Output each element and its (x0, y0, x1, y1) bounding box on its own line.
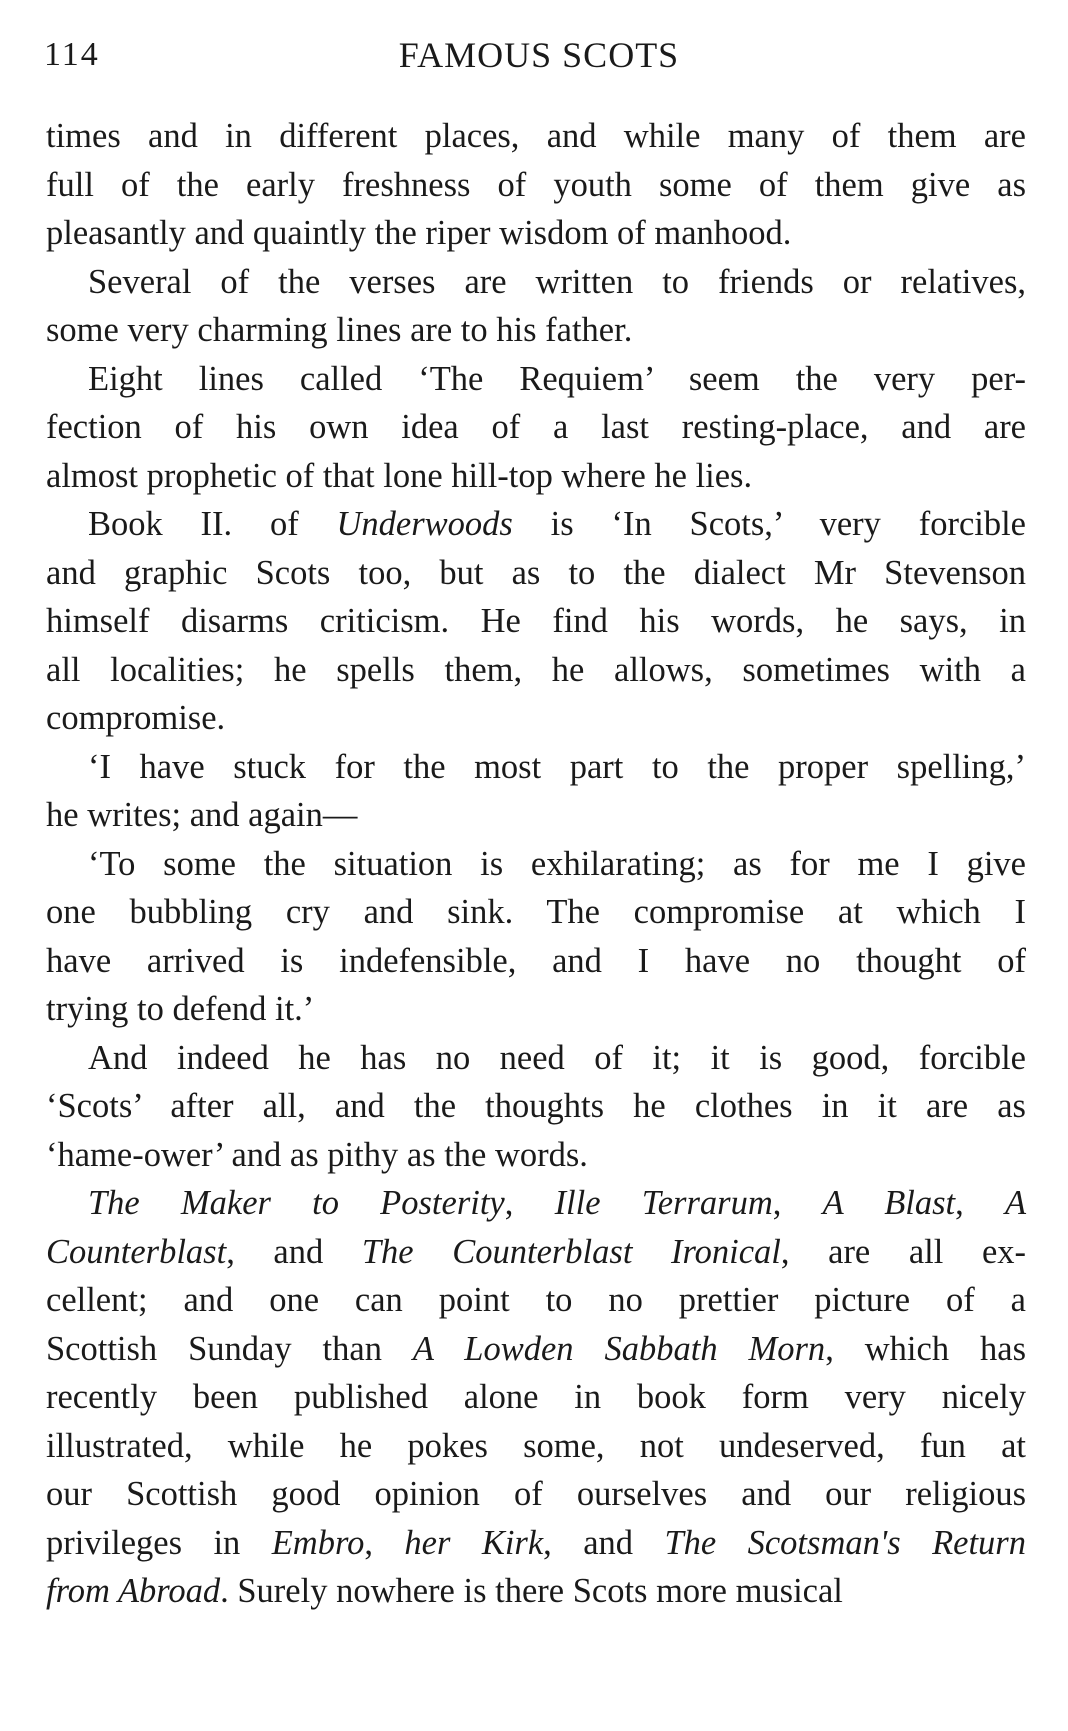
text-run: is ‘In Scots,’ very forcible (512, 505, 1026, 543)
paragraph (46, 500, 1026, 743)
text-line (46, 985, 1026, 1034)
text-line (46, 306, 1026, 355)
italic-title: The Scotsman's Return (664, 1523, 1026, 1562)
italic-title: Counterblast (46, 1232, 227, 1271)
text-run: , (955, 1184, 1005, 1222)
italic-title: A Blast (822, 1184, 956, 1222)
paragraph (46, 355, 1026, 501)
italic-title: from Abroad (46, 1572, 221, 1610)
text-line (46, 549, 1026, 598)
text-run: himself disarms criticism. He find his words, he says, in (46, 602, 1026, 640)
text-run: one bubbling cry and sink. The compromise at which I (46, 893, 1026, 931)
text-line (46, 1567, 1026, 1616)
text-run: have arrived is indefensible, and I have no thought of (46, 941, 1026, 980)
text-line (46, 1082, 1026, 1131)
text-run: , and (226, 1232, 362, 1271)
text-line (46, 840, 1026, 889)
paragraph (46, 840, 1026, 1034)
paragraph (46, 743, 1026, 840)
text-line (46, 646, 1026, 695)
text-line (46, 1228, 1026, 1277)
italic-title: The Maker to Posterity (88, 1184, 505, 1222)
text-run: , (364, 1523, 405, 1562)
text-line (46, 355, 1026, 404)
italic-title: her Kirk (404, 1523, 544, 1562)
text-line (46, 888, 1026, 937)
page-header (44, 30, 1034, 80)
text-line (46, 743, 1026, 792)
text-line (46, 937, 1026, 986)
italic-title: Ille Terrarum (554, 1184, 773, 1222)
text-line (46, 403, 1026, 452)
text-run: ‘To some the situation is exhilarating; as for me I give (88, 844, 1026, 883)
running-title: FAMOUS SCOTS (398, 35, 680, 75)
paragraph (46, 1179, 1026, 1616)
text-line (46, 161, 1026, 210)
italic-title: Embro (271, 1523, 365, 1562)
text-run: times and in different places, and while many of them are (46, 117, 1026, 155)
text-run: And indeed he has no need of it; it is good, forcible (88, 1038, 1026, 1077)
text-line (46, 112, 1026, 161)
text-run: , (772, 1184, 823, 1222)
text-line (46, 258, 1026, 307)
text-run: , which has (825, 1329, 1026, 1368)
text-line (46, 791, 1026, 840)
text-run: fection of his own idea of a last resting-place, and are (46, 408, 1026, 446)
text-run: almost prophetic of that lone hill-top where he lies. (46, 456, 753, 495)
text-run: pleasantly and quaintly the riper wisdom of manhood. (46, 214, 792, 252)
text-line (46, 694, 1026, 743)
text-run: , and (543, 1523, 665, 1562)
text-line (46, 1276, 1026, 1325)
text-run: and graphic Scots too, but as to the dialect Mr Stevenson (46, 553, 1026, 592)
text-run: Book II. of (88, 505, 337, 543)
text-run: all localities; he spells them, he allows, sometimes with a (46, 650, 1026, 689)
italic-title: The Counterblast Ironical (361, 1232, 781, 1271)
paragraph (46, 112, 1026, 258)
text-run: . Surely nowhere is there Scots more musical (220, 1572, 843, 1610)
text-run: , are all ex- (780, 1232, 1026, 1271)
text-line (46, 1470, 1026, 1519)
text-run: illustrated, while he pokes some, not undeserved, fun at (46, 1426, 1026, 1465)
text-line (46, 1179, 1026, 1228)
text-run: full of the early freshness of youth some of them give as (46, 165, 1026, 204)
text-line (46, 1325, 1026, 1374)
text-line (46, 500, 1026, 549)
text-run: he writes; and again— (46, 796, 358, 834)
italic-title: Underwoods (336, 505, 513, 543)
page-number: 114 (44, 36, 100, 73)
text-run: ‘hame-ower’ and as pithy as the words. (46, 1135, 588, 1174)
text-line (46, 1034, 1026, 1083)
italic-title: A Lowden Sabbath Morn (412, 1329, 826, 1368)
text-run: privileges in (46, 1523, 272, 1562)
text-line (46, 452, 1026, 501)
italic-title: A (1004, 1184, 1027, 1222)
text-run: , (504, 1184, 555, 1222)
text-line (46, 597, 1026, 646)
text-line (46, 1373, 1026, 1422)
text-run: Eight lines called ‘The Requiem’ seem the very per- (88, 359, 1026, 398)
text-line (46, 209, 1026, 258)
text-run: ‘Scots’ after all, and the thoughts he clothes in it are as (46, 1087, 1026, 1125)
paragraph (46, 258, 1026, 355)
text-run: Scottish Sunday than (46, 1329, 413, 1368)
text-run: Several of the verses are written to friends or relatives, (88, 262, 1026, 301)
text-run: trying to defend it.’ (46, 990, 315, 1028)
text-run: ‘I have stuck for the most part to the proper spelling,’ (88, 747, 1026, 786)
text-run: recently been published alone in book form very nicely (46, 1378, 1026, 1416)
text-run: compromise. (46, 699, 226, 737)
paragraph (46, 1034, 1026, 1180)
text-run: cellent; and one can point to no prettier picture of a (46, 1281, 1026, 1319)
text-line (46, 1422, 1026, 1471)
text-run: our Scottish good opinion of ourselves and our religious (46, 1475, 1026, 1513)
text-line (46, 1131, 1026, 1180)
body-text (46, 112, 1026, 1616)
text-line (46, 1519, 1026, 1568)
text-run: some very charming lines are to his father. (46, 311, 633, 349)
